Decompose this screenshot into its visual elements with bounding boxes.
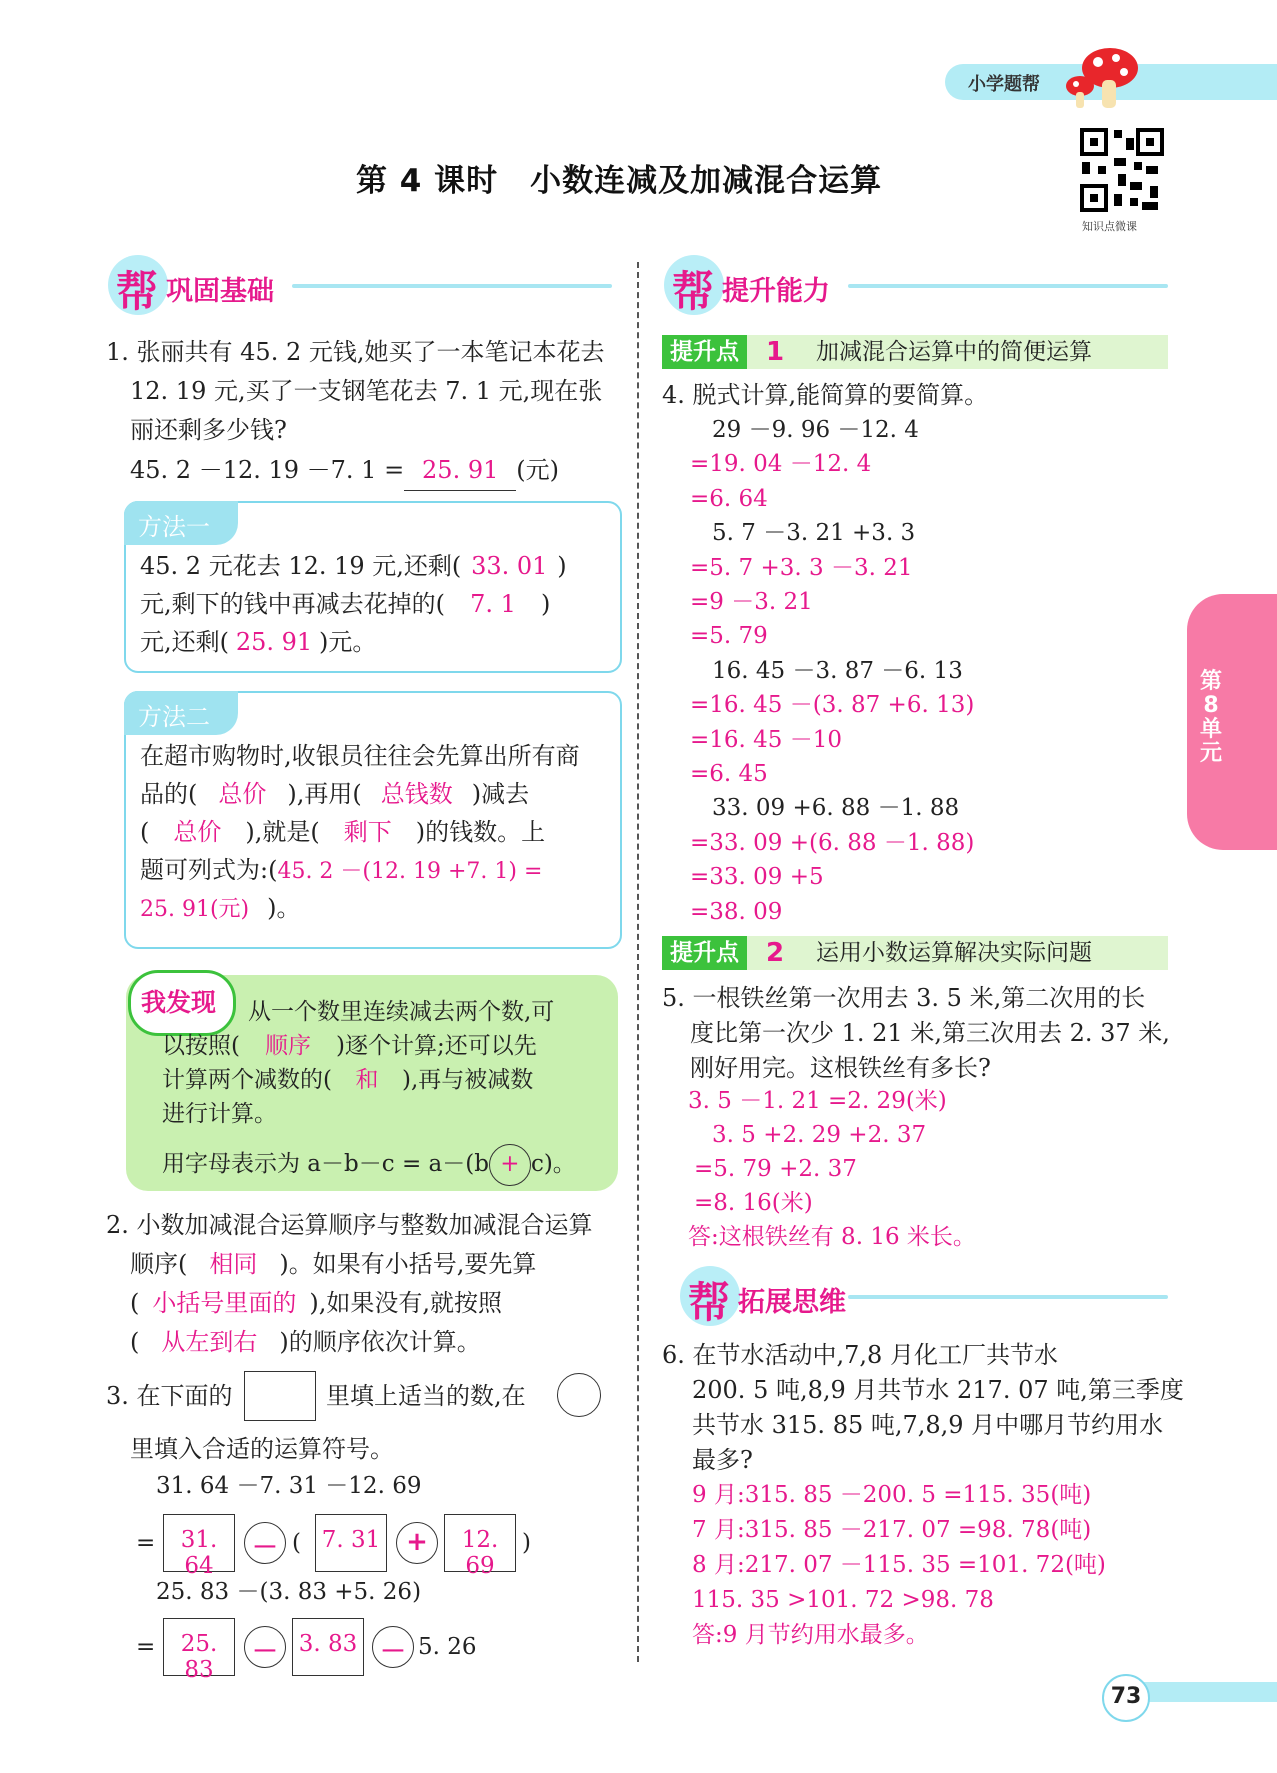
page-title: 第 4 课时 小数连减及加减混合运算 [356, 163, 883, 199]
operator-circle[interactable]: + [489, 1144, 531, 1186]
answer-box[interactable]: 7. 31 [315, 1514, 387, 1572]
mushroom-icon [1060, 44, 1140, 112]
calc-step-answer: =33. 09 +5 [690, 864, 824, 890]
calc-step-answer: =16. 45 －(3. 87 +6. 13) [690, 692, 975, 718]
calc-step-answer: =19. 04 －12. 4 [690, 451, 872, 477]
calc-expression: 29 －9. 96 －12. 4 [712, 417, 919, 443]
calc-step-answer: =6. 45 [690, 761, 768, 787]
column-divider [637, 262, 639, 1662]
unit-side-tab-label: 第8单元 [1199, 669, 1222, 766]
section-header-improve: 帮 提升能力 [664, 255, 1168, 315]
method-two-box: 方法二 在超市购物时,收银员往往会先算出所有商 品的( 总价 ),再用( 总钱数 )减去 ( 总价 ),就是( 剩下 )的钱数。上 题可列式为:(45. 2 －(12. 19 +7. 1) = 25. 91(元) )。 [124, 691, 622, 949]
calc-expression: 16. 45 －3. 87 －6. 13 [712, 658, 963, 684]
example-square [244, 1371, 316, 1421]
calc-step-answer: =5. 7 +3. 3 －3. 21 [690, 555, 913, 581]
answer-box[interactable]: 3. 83 [292, 1618, 364, 1676]
tip-point-2: 提升点 2 运用小数运算解决实际问题 [662, 936, 1168, 970]
page-number: 73 [1110, 1684, 1142, 1709]
calc-expression: 5. 7 －3. 21 +3. 3 [712, 520, 916, 546]
answer-box[interactable]: 12. 69 [444, 1514, 516, 1572]
section-header-basics: 帮 巩固基础 [108, 255, 612, 315]
example-circle [557, 1373, 601, 1417]
operator-circle[interactable]: + [396, 1522, 438, 1564]
calc-step-answer: =6. 64 [690, 486, 768, 512]
section-header-expand: 帮 拓展思维 [680, 1266, 1168, 1326]
operator-circle[interactable]: － [372, 1626, 414, 1668]
calc-step-answer: =9 －3. 21 [690, 589, 813, 615]
operator-circle[interactable]: － [244, 1522, 286, 1564]
qr-caption: 知识点微课 [1082, 220, 1137, 233]
tip-point-1: 提升点 1 加减混合运算中的简便运算 [662, 335, 1168, 369]
calc-step-answer: =33. 09 +(6. 88 －1. 88) [690, 830, 975, 856]
discovery-badge: 我发现 [128, 970, 236, 1036]
qr-code-icon[interactable] [1078, 126, 1166, 214]
calc-expression: 33. 09 +6. 88 －1. 88 [712, 795, 960, 821]
answer-blank[interactable]: 25. 91 [404, 451, 516, 491]
answer-box[interactable]: 25. 83 [163, 1618, 235, 1676]
brand-label: 小学题帮 [968, 74, 1040, 95]
operator-circle[interactable]: － [244, 1626, 286, 1668]
method-one-box: 方法一 45. 2 元花去 12. 19 元,还剩( 33. 01 ) 元,剩下的钱中再减去花掉的( 7. 1 ) 元,还剩( 25. 91 )元。 [124, 501, 622, 673]
calc-step-answer: =5. 79 [690, 623, 768, 649]
calc-step-answer: =38. 09 [690, 899, 783, 925]
calc-step-answer: =16. 45 －10 [690, 727, 843, 753]
answer-box[interactable]: 31. 64 [163, 1514, 235, 1572]
